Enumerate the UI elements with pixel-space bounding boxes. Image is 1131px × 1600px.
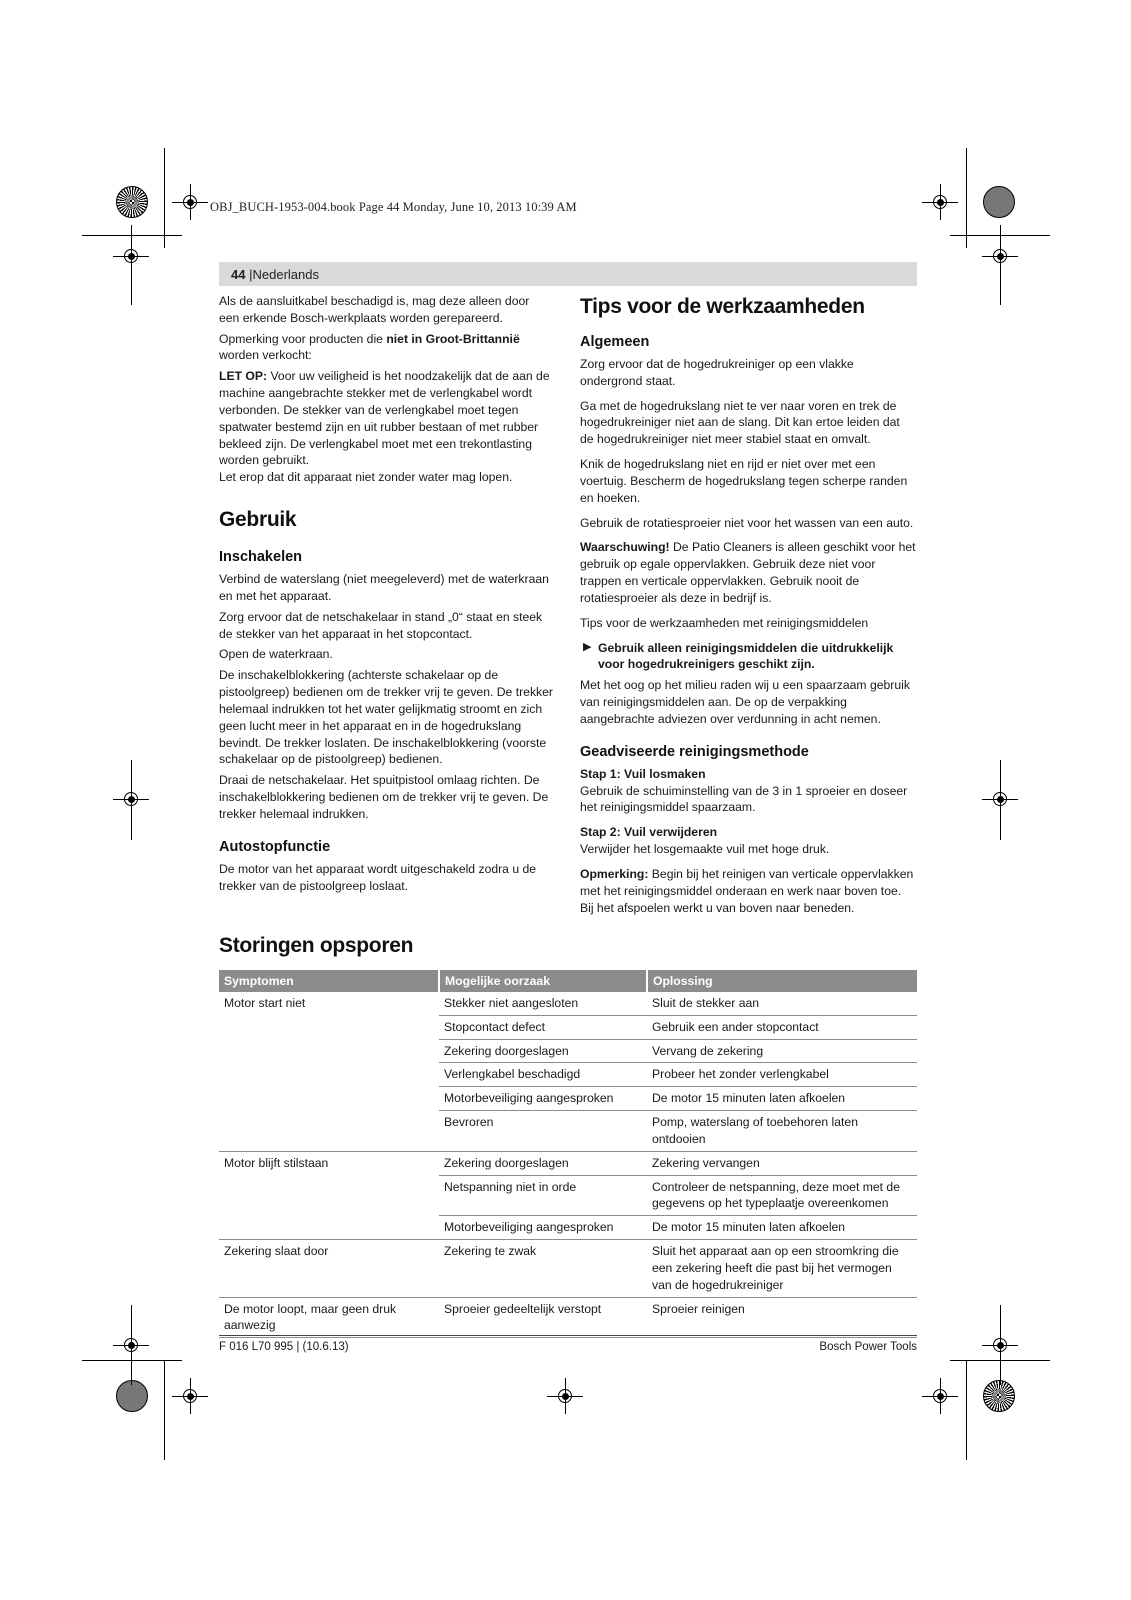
- trim-line: [164, 1360, 165, 1460]
- table-cell: Netspanning niet in orde: [439, 1175, 647, 1216]
- footer-rule: [219, 1335, 917, 1336]
- paragraph: Gebruik de schuiminstelling van de 3 in 1 sproeier en doseer het reinigingsmiddel spaarzaam.: [580, 783, 908, 815]
- table-header-row: [219, 970, 917, 992]
- trim-line: [82, 235, 182, 236]
- trim-line: [82, 1360, 182, 1361]
- paragraph: Opmerking voor producten die niet in Groot-Brittannië worden verkocht:: [219, 331, 520, 363]
- table-cell: Zekering slaat door: [219, 1240, 439, 1297]
- bullet-item: ▶ Gebruik alleen reinigingsmiddelen die uitdrukkelijk voor hogedrukreinigers geschikt zijn.: [583, 640, 894, 672]
- trim-line: [966, 148, 967, 248]
- trim-line: [1000, 225, 1001, 305]
- table-cell: Zekering doorgeslagen: [439, 1039, 647, 1063]
- paragraph: Gebruik de rotatiesproeier niet voor het wassen van een auto.: [580, 515, 914, 530]
- table-cell: De motor 15 minuten laten afkoelen: [647, 1087, 917, 1111]
- table-row: [219, 1297, 917, 1338]
- table-cell: Sluit de stekker aan: [647, 992, 917, 1015]
- page-header-text: [231, 266, 319, 284]
- section-heading-storingen: Storingen opsporen: [219, 934, 414, 957]
- table-cell: [219, 1216, 439, 1240]
- paragraph: Draai de netschakelaar. Het spuitpistool omlaag richten. De inschakelblokkering bedienen om de trekker vrij te geven. De trekker helemaal indrukken.: [219, 773, 549, 821]
- table-cell: De motor 15 minuten laten afkoelen: [647, 1216, 917, 1240]
- table-row: [219, 1151, 917, 1175]
- paragraph: De inschakelblokkering (achterste schakelaar op de pistoolgreep) bedienen om de trekker vrij te geven. De trekker helemaal indrukken tot het water gelijkmatig stroomt en zich geen lucht meer in het apparaat en in de hogedrukslang bevindt. De trekker loslaten. De inschakelblokkering (voorste schakelaar op de pistoolgreep) bedienen.: [219, 668, 553, 767]
- table-row: [219, 1063, 917, 1087]
- paragraph: Ga met de hogedrukslang niet te ver naar voren en trek de hogedrukreiniger niet aan de slang. Dit kan ertoe leiden dat de hogedrukreiniger niet meer stabiel staat en omvalt.: [580, 398, 900, 447]
- table-row: [219, 1039, 917, 1063]
- table-cell: Sluit het apparaat aan op een stroomkring die een zekering heeft die past bij het vermogen van de hogedrukreiniger: [647, 1240, 917, 1297]
- triangle-bullet-icon: ▶: [583, 640, 592, 653]
- paragraph: Verwijder het losgemaakte vuil met hoge druk.: [580, 842, 830, 857]
- paragraph: Zorg ervoor dat de netschakelaar in stand „0“ staat en steek de stekker van het apparaat in het stopcontact.: [219, 609, 543, 641]
- sunburst-mark-top-left: [116, 186, 148, 218]
- print-header: OBJ_BUCH-1953-004.book Page 44 Monday, June 10, 2013 10:39 AM: [210, 200, 577, 214]
- right-column: [580, 293, 916, 920]
- page-number: 44: [231, 267, 246, 282]
- table-cell: [219, 1111, 439, 1152]
- paragraph: LET OP: Voor uw veiligheid is het noodzakelijk dat de aan de machine aangebrachte stekker met de verlengkabel wordt verbonden. De stekker van de verlengkabel moet tegen spatwater bestemd zijn en uit rubber bestaan of met rubber bekleed zijn. De verlengkabel moet met een trekontlasting worden gebruikt.: [219, 369, 550, 468]
- gray-disc-mark-bottom-left: [116, 1380, 148, 1412]
- trim-line: [131, 1305, 132, 1385]
- column-header: Mogelijke oorzaak: [439, 970, 647, 992]
- table-cell: Sproeier reinigen: [647, 1297, 917, 1338]
- trim-line: [1000, 1305, 1001, 1385]
- table-cell: [219, 1175, 439, 1216]
- paragraph: De motor van het apparaat wordt uitgeschakeld zodra u de trekker van de pistoolgreep loslaat.: [219, 861, 537, 893]
- footer-brand: Bosch Power Tools: [819, 1341, 917, 1353]
- step-title: Stap 1: Vuil losmaken: [580, 766, 706, 781]
- paragraph: Let erop dat dit apparaat niet zonder water mag lopen.: [219, 470, 513, 485]
- table-cell: [219, 1039, 439, 1063]
- page-header-band: [219, 262, 917, 286]
- table-cell: Zekering vervangen: [647, 1151, 917, 1175]
- section-heading-tips: Tips voor de werkzaamheden: [580, 295, 865, 318]
- paragraph: Tips voor de werkzaamheden met reinigingsmiddelen: [580, 615, 869, 630]
- table-cell: [219, 1015, 439, 1039]
- table-cell: De motor loopt, maar geen druk aanwezig: [219, 1297, 439, 1338]
- troubleshooting-table: [219, 970, 917, 1338]
- table-row: [219, 1240, 917, 1297]
- table-cell: Probeer het zonder verlengkabel: [647, 1063, 917, 1087]
- table-cell: Verlengkabel beschadigd: [439, 1063, 647, 1087]
- table-cell: Gebruik een ander stopcontact: [647, 1015, 917, 1039]
- paragraph: Zorg ervoor dat de hogedrukreiniger op een vlakke ondergrond staat.: [580, 356, 854, 388]
- table-cell: Zekering te zwak: [439, 1240, 647, 1297]
- paragraph: Met het oog op het milieu raden wij u een spaarzaam gebruik van reinigingsmiddelen aan. De op de verpakking aangebrachte adviezen over verdunning in acht nemen.: [580, 678, 910, 726]
- table-row: [219, 1015, 917, 1039]
- trim-line: [1000, 760, 1001, 840]
- table-cell: Pomp, waterslang of toebehoren laten ontdooien: [647, 1111, 917, 1152]
- trim-line: [966, 1360, 967, 1460]
- header-separator: |: [249, 267, 253, 282]
- trim-line: [131, 225, 132, 305]
- section-heading-gebruik: Gebruik: [219, 508, 297, 532]
- table-cell: Motorbeveiliging aangesproken: [439, 1216, 647, 1240]
- table-cell: Controleer de netspanning, deze moet met de gegevens op het typeplaatje overeenkomen: [647, 1175, 917, 1216]
- table-cell: Motorbeveiliging aangesproken: [439, 1087, 647, 1111]
- trim-line: [164, 148, 165, 248]
- left-column: [219, 293, 553, 898]
- column-header: Symptomen: [219, 970, 439, 992]
- table-row: [219, 1087, 917, 1111]
- table-cell: Stekker niet aangesloten: [439, 992, 647, 1015]
- table-cell: Bevroren: [439, 1111, 647, 1152]
- table-row: [219, 1111, 917, 1152]
- gray-disc-mark-top-right: [983, 186, 1015, 218]
- table-cell: Motor start niet: [224, 996, 306, 1010]
- table-row: [219, 1216, 917, 1240]
- warning-paragraph: Waarschuwing! De Patio Cleaners is alleen geschikt voor het gebruik op egale oppervlakken. Gebruik deze niet voor trappen en verticale oppervlakken. Gebruik nooit de rotatiesproeier als deze in bedrijf is.: [580, 540, 916, 605]
- table-cell: Motor blijft stilstaan: [224, 1155, 329, 1170]
- table-row: [219, 1175, 917, 1216]
- table-cell: Zekering doorgeslagen: [439, 1151, 647, 1175]
- footer-document-code: F 016 L70 995 | (10.6.13): [219, 1341, 349, 1353]
- paragraph: Knik de hogedrukslang niet en rijd er niet over met een voertuig. Bescherm de hogedrukslang tegen scherpe randen en hoeken.: [580, 457, 908, 505]
- subheading-reinigingsmethode: Geadviseerde reinigingsmethode: [580, 743, 809, 760]
- table-cell: [219, 1087, 439, 1111]
- subheading-autostopfunctie: Autostopfunctie: [219, 838, 331, 855]
- subheading-inschakelen: Inschakelen: [219, 549, 303, 566]
- column-header: Oplossing: [647, 970, 917, 992]
- table-row: [219, 992, 917, 1015]
- trim-line: [131, 760, 132, 840]
- page-language: Nederlands: [252, 267, 319, 282]
- table-cell: Sproeier gedeeltelijk verstopt: [439, 1297, 647, 1338]
- sunburst-mark-bottom-right: [983, 1380, 1015, 1412]
- table-cell: [219, 1063, 439, 1087]
- step-title: Stap 2: Vuil verwijderen: [580, 825, 718, 840]
- paragraph: Als de aansluitkabel beschadigd is, mag deze alleen door een erkende Bosch-werkplaats worden gerepareerd.: [219, 294, 530, 325]
- note-paragraph: Opmerking: Begin bij het reinigen van verticale oppervlakken met het reinigingsmiddel onderaan en werk naar boven toe. Bij het afspoelen werkt u van boven naar beneden.: [580, 866, 914, 915]
- subheading-algemeen: Algemeen: [580, 333, 650, 350]
- paragraph: Verbind de waterslang (niet meegeleverd) met de waterkraan en met het apparaat.: [219, 572, 549, 603]
- table-cell: Stopcontact defect: [439, 1015, 647, 1039]
- table-cell: Vervang de zekering: [647, 1039, 917, 1063]
- paragraph: Open de waterkraan.: [219, 647, 333, 662]
